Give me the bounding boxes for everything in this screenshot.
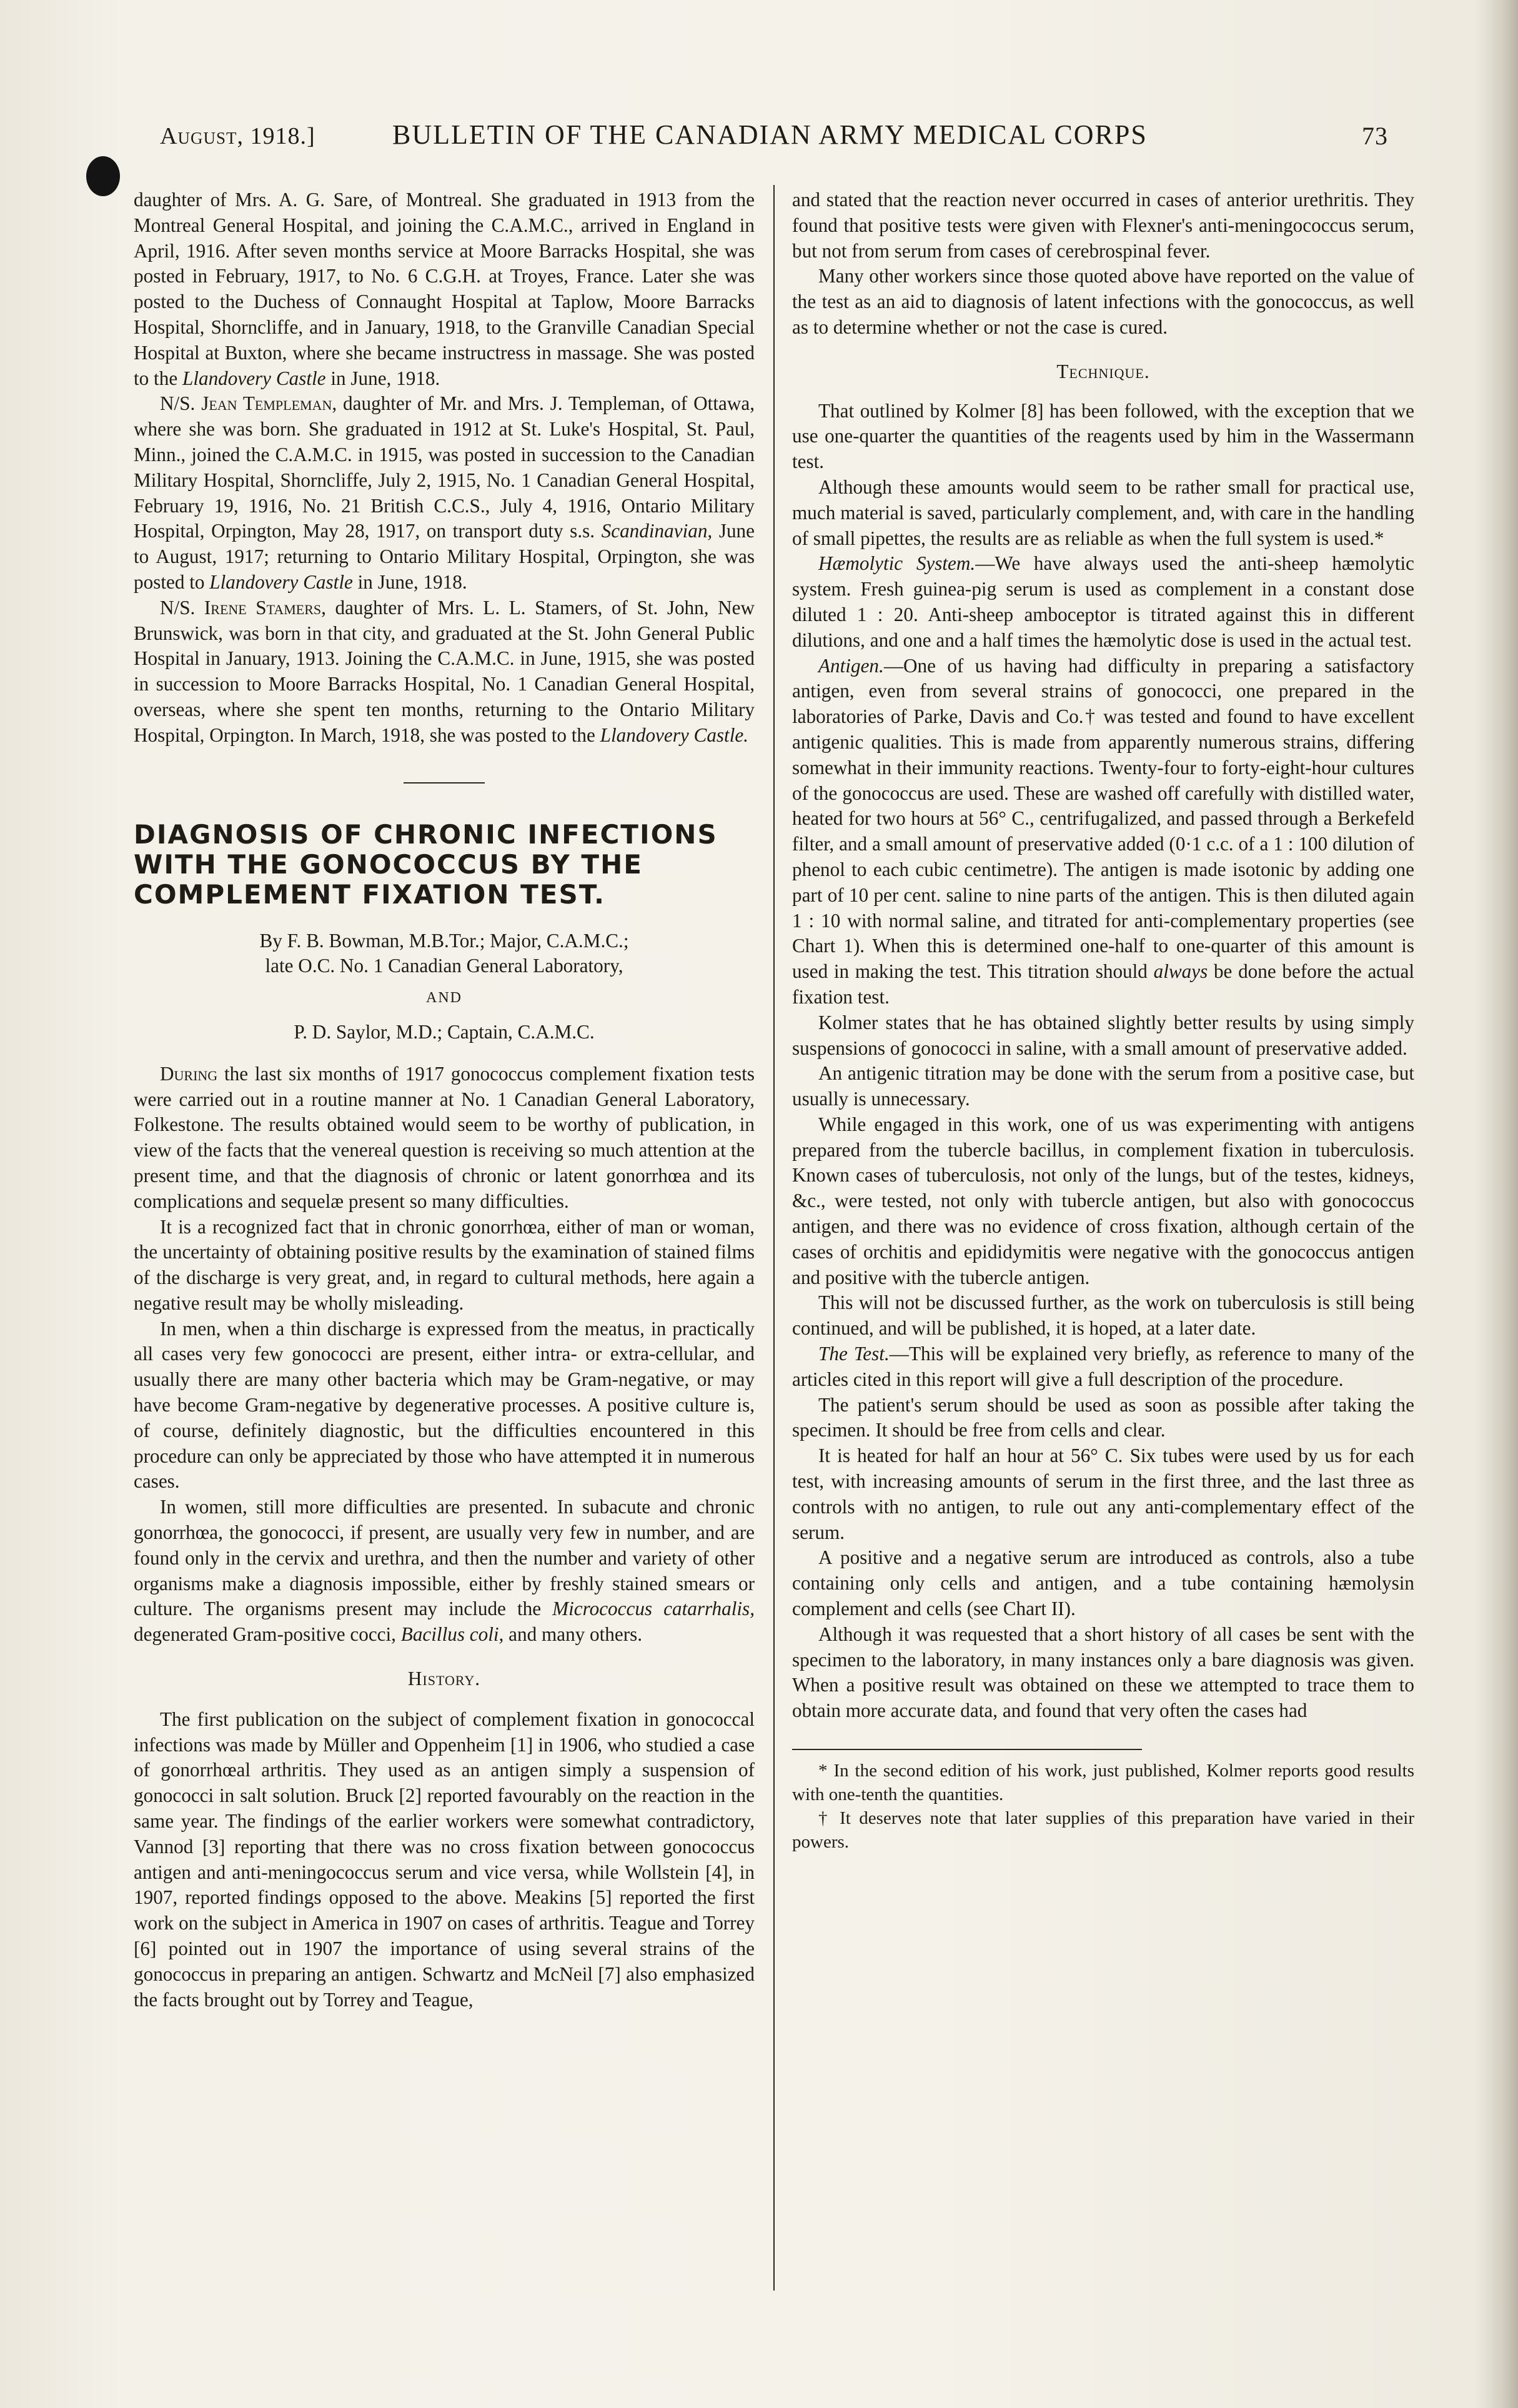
paragraph: It is heated for half an hour at 56° C. Six tubes were used by us for each test, with increasing amounts of serum in the first three, and the last three as controls with no antigen, to rule out any anti-complementary effect of the serum. xyxy=(792,1445,1414,1543)
paragraph: Many other workers since those quoted above have reported on the value of the test as an aid to diagnosis of latent infections with the gonococcus, as well as to determine whether or not the case is cured. xyxy=(792,265,1414,338)
header-date: August, 1918.] xyxy=(160,123,315,149)
paragraph: The Test.—This will be explained very briefly, as reference to many of the articles cited in this report will give a full description of the procedure. xyxy=(792,1343,1414,1390)
nurse-bio-templeman: N/S. Jean Templeman, daughter of Mr. and Mrs. J. Templeman, of Ottawa, where she was born. She graduated in 1912 at St. Luke's Hospital, St. Paul, Minn., joined the C.A.M.C. in 1915, was posted in succession to the Canadian Military Hospital, Shorncliffe, July 2, 1915, No. 1 Canadian General Hospital, February 19, 1916, No. 21 British C.C.S., July 4, 1916, Ontario Military Hospital, Orpington, May 28, 1917, on transport duty s.s. Scandinavian, June to August, 1917; returning to Ontario Military Hospital, Orpington, she was posted to Llandovery Castle in June, 1918. xyxy=(134,392,755,593)
column-divider xyxy=(773,185,775,2291)
paragraph: This will not be discussed further, as the work on tuberculosis is still being continued, and will be published, it is hoped, at a later date. xyxy=(792,1291,1414,1340)
punch-hole xyxy=(86,156,120,196)
byline-author-2: P. D. Saylor, M.D.; Captain, C.A.M.C. xyxy=(294,1020,595,1043)
paragraph: The patient's serum should be used as soon as possible after taking the specimen. It should be free from cells and clear. xyxy=(792,1393,1414,1441)
paragraph: While engaged in this work, one of us was experimenting with antigens prepared from the tubercle bacillus, in complement fixation in tuberculosis. Known cases of tuberculosis, not only of the lungs, but of the testes, kidneys, &c., were tested, not only with tubercle antigen, but also with gonococcus antigen, and there was no evidence of cross fixation, although certain of the cases of orchitis and epididymitis were negative with the gonococcus antigen and positive with the tubercle antigen. xyxy=(792,1113,1414,1288)
section-heading-history: History. xyxy=(407,1668,481,1690)
byline-affiliation: late O.C. No. 1 Canadian General Laboratory, xyxy=(265,955,623,977)
footnote: * In the second edition of his work, just published, Kolmer reports good results with one-tenth the quantities. xyxy=(792,1761,1414,1805)
paragraph: It is a recognized fact that in chronic gonorrhœa, either of man or woman, the uncertainty of obtaining positive results by the examination of stained films of the discharge is very great, and, in regard to cultural methods, here again a negative result may be wholly misleading. xyxy=(134,1215,755,1314)
paragraph: Although these amounts would seem to be rather small for practical use, much material is saved, particularly complement, and, with care in the handling of small pipettes, the results are as reliable as when the full system is used.* xyxy=(792,475,1414,549)
byline-and: AND xyxy=(426,990,462,1007)
header-journal-title: BULLETIN OF THE CANADIAN ARMY MEDICAL CORPS xyxy=(392,119,1148,150)
paragraph: In men, when a thin discharge is expressed from the meatus, in practically all cases very few gonococci are present, either intra- or extra-cellular, and usually there are many other bacteria which may be Gram-negative, or may have become Gram-negative by degenerative processes. A positive culture is, of course, definitely diagnostic, but the difficulties encountered in this procedure can only be appreciated by those who have attempted it in numerous cases. xyxy=(134,1317,755,1493)
paragraph: Although it was requested that a short history of all cases be sent with the specimen to the laboratory, in many instances only a bare diagnosis was given. When a positive result was obtained on these we attempted to trace them to obtain more accurate data, and found that very often the cases had xyxy=(792,1623,1414,1722)
running-header xyxy=(139,116,1388,160)
byline-author-1: By F. B. Bowman, M.B.Tor.; Major, C.A.M.C.; xyxy=(259,929,629,952)
paragraph: An antigenic titration may be done with the serum from a positive case, but usually is unnecessary. xyxy=(792,1062,1414,1110)
paragraph: Hæmolytic System.—We have always used the anti-sheep hæmolytic system. Fresh guinea-pig serum is used as complement in a constant dose diluted 1 : 20. Anti-sheep amboceptor is titrated against this in different dilutions, and one and a half times the hæmolytic dose is used in the actual test. xyxy=(792,552,1414,651)
paragraph: The first publication on the subject of complement fixation in gonococcal infections was made by Müller and Oppenheim [1] in 1906, who studied a case of gonorrhœal arthritis. They used as an antigen simply a suspension of gonococci in salt solution. Bruck [2] reported favourably on the reaction in the same year. The findings of the earlier workers were somewhat contradictory, Vannod [3] reporting that there was no cross fixation between gonococcus antigen and anti-meningococcus serum and vice versa, while Wollstein [4], in 1907, reported findings opposed to the above. Meakins [5] reported the first work on the subject in America in 1907 on cases of arthritis. Teague and Torrey [6] pointed out in 1907 the importance of using several strains of the gonococcus in preparing an antigen. Schwartz and McNeil [7] also emphasized the facts brought out by Torrey and Teague, xyxy=(134,1708,755,2011)
right-column xyxy=(792,187,1414,1854)
page-number: 73 xyxy=(1362,122,1388,150)
footnote: † It deserves note that later supplies of this preparation have varied in their powers. xyxy=(792,1808,1414,1853)
paragraph: A positive and a negative serum are introduced as controls, also a tube containing only cells and antigen, and a tube containing hæmolysin complement and cells (see Chart II). xyxy=(792,1546,1414,1620)
nurse-bio-sare: daughter of Mrs. A. G. Sare, of Montreal. She graduated in 1913 from the Montreal General Hospital, and joining the C.A.M.C., arrived in England in April, 1916. After seven months service at Moore Barracks Hospital, she was posted in February, 1917, to No. 6 C.G.H. at Troyes, France. Later she was posted to the Duchess of Connaught Hospital at Taplow, Moore Barracks Hospital, Shorncliffe, and in January, 1918, to the Granville Canadian Special Hospital at Buxton, where she became instructress in massage. She was posted to the Llandovery Castle in June, 1918. xyxy=(134,189,755,389)
paragraph: and stated that the reaction never occurred in cases of anterior urethritis. They found that positive tests were given with Flexner's anti-meningococcus serum, but not from serum from cases of cerebrospinal fever. xyxy=(792,189,1414,262)
nurse-bio-stamers: N/S. Irene Stamers, daughter of Mrs. L. L. Stamers, of St. John, New Brunswick, was born in that city, and graduated at the St. John General Public Hospital in January, 1913. Joining the C.A.M.C. in June, 1915, she was posted in succession to Moore Barracks Hospital, No. 1 Canadian General Hospital, overseas, where she spent ten months, returning to the Ontario Military Hospital, Orpington. In March, 1918, she was posted to the Llandovery Castle. xyxy=(134,596,755,746)
paragraph: In women, still more difficulties are presented. In subacute and chronic gonorrhœa, the gonococci, if present, are usually very few in number, and are found only in the cervix and urethra, and then the number and variety of other organisms make a diagnosis impossible, either by freshly stained smears or culture. The organisms present may include the Micrococcus catarrhalis, degenerated Gram-positive cocci, Bacillus coli, and many others. xyxy=(134,1496,755,1646)
left-column xyxy=(134,187,755,2012)
paragraph: Antigen.—One of us having had difficulty in preparing a satisfactory antigen, even from several strains of gonococci, one prepared in the laboratories of Parke, Davis and Co.† was tested and found to have excellent antigenic qualities. This is made from apparently numerous strains, differing somewhat in their immunity reactions. Twenty-four to forty-eight-hour cultures of the gonococcus are used. These are washed off carefully with distilled water, heated for two hours at 56° C., centrifugalized, and passed through a Berkefeld filter, and a small amount of preservative added (0·1 c.c. of a 1 : 100 dilution of phenol to each cubic centimetre). The antigen is made isotonic by adding one part of 10 per cent. saline to nine parts of the antigen. This is then diluted again 1 : 10 with normal saline, and titrated for anti-complementary properties (see Chart 1). When this is determined one-half to one-quarter of this amount is used in making the test. This titration should always be done before the actual fixation test. xyxy=(792,654,1414,1008)
paragraph: During the last six months of 1917 gonococcus complement fixation tests were carried out in a routine manner at No. 1 Canadian General Laboratory, Folkestone. The results obtained would seem to be worthy of publication, in view of the facts that the venereal question is receiving so much attention at the present time, and that the diagnosis of chronic or latent gonorrhœa and its complications and sequelæ present so many difficulties. xyxy=(134,1062,755,1212)
paragraph: That outlined by Kolmer [8] has been followed, with the exception that we use one-quarter the quantities of the reagents used by him in the Wassermann test. xyxy=(792,399,1414,473)
article-title: DIAGNOSIS OF CHRONIC INFECTIONS WITH THE GONOCOCCUS BY THE COMPLEMENT FIXATION TEST. xyxy=(134,818,718,910)
section-heading-technique: Technique. xyxy=(1056,360,1150,382)
page-edge-shadow xyxy=(1481,0,1518,2408)
paragraph: Kolmer states that he has obtained slightly better results by using simply suspensions of gonococci in saline, with a small amount of preservative added. xyxy=(792,1011,1414,1059)
